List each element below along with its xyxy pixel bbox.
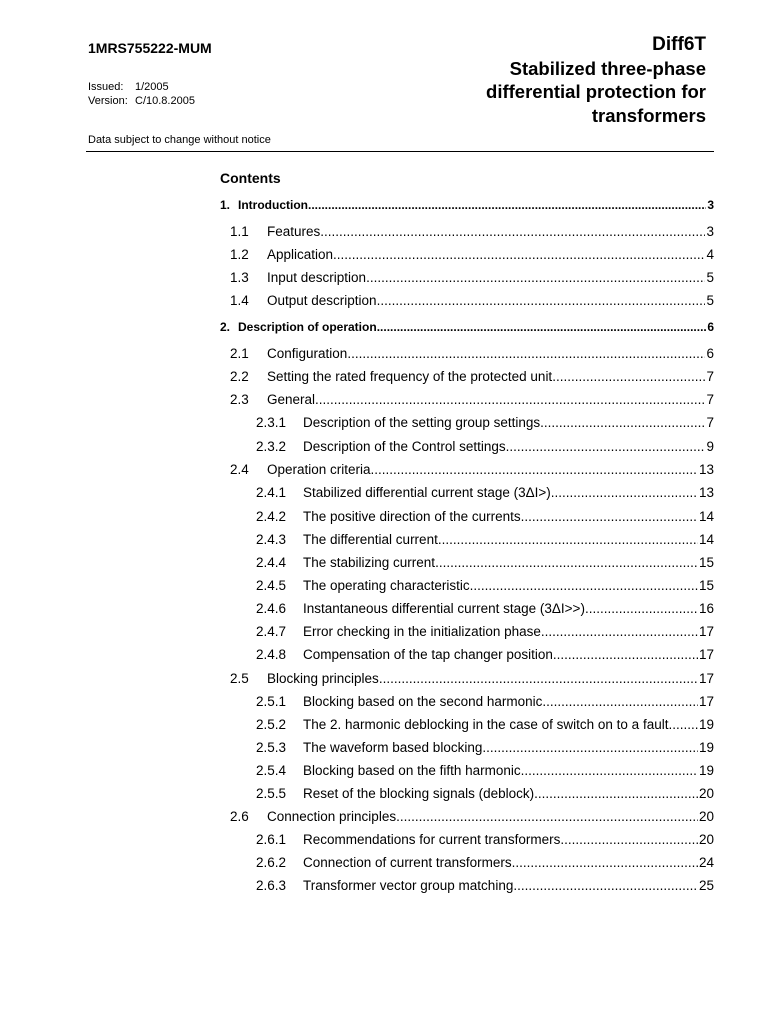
toc-entry-title: Setting the rated frequency of the protected unit <box>267 369 553 384</box>
toc-entry-number: 2.6.1 <box>256 832 287 847</box>
toc-entry-title: Stabilized differential current stage (3ΔI>) <box>303 485 551 500</box>
toc-entry[interactable] <box>220 224 714 244</box>
toc-entry-page: 17 <box>698 647 714 662</box>
toc-entry-number: 2.5.5 <box>256 786 287 801</box>
toc-entry-page: 7 <box>706 392 714 407</box>
title-product: Diff6T <box>652 34 706 55</box>
toc-entry-number: 2.4.3 <box>256 532 287 547</box>
version-row <box>88 94 195 108</box>
title-line-4: transformers <box>591 104 706 126</box>
toc-entry[interactable] <box>220 485 714 505</box>
toc-entry-number: 1. <box>220 198 231 212</box>
toc-entry-page: 5 <box>706 270 714 285</box>
toc-entry-page: 6 <box>706 346 714 361</box>
toc-leader-dots <box>506 439 706 454</box>
toc-entry-title: Blocking based on the second harmonic <box>303 694 543 709</box>
toc-entry-title: Reset of the blocking signals (deblock) <box>303 786 535 801</box>
toc-entry[interactable] <box>220 671 714 691</box>
toc-leader-dots <box>540 415 705 430</box>
toc-entry-number: 2.4.1 <box>256 485 287 500</box>
toc-leader-dots <box>308 198 706 212</box>
toc-entry[interactable] <box>220 532 714 552</box>
toc-entry-title: Transformer vector group matching <box>303 878 514 893</box>
toc-entry-page: 16 <box>698 601 714 616</box>
toc-entry[interactable] <box>220 555 714 575</box>
document-id: 1MRS755222-MUM <box>88 40 212 56</box>
toc-entry-title: Error checking in the initialization phase <box>303 624 541 639</box>
toc-entry-page: 15 <box>698 578 714 593</box>
toc-entry[interactable] <box>220 601 714 621</box>
toc-entry-number: 1.2 <box>230 247 249 262</box>
toc-entry[interactable] <box>220 878 714 898</box>
toc-entry-title: The differential current <box>303 532 438 547</box>
toc-leader-dots <box>347 346 705 361</box>
toc-leader-dots <box>377 293 706 308</box>
toc-entry-number: 2.4.2 <box>256 509 287 524</box>
toc-entry[interactable] <box>220 509 714 529</box>
toc-entry-page: 3 <box>706 224 714 239</box>
toc-entry-number: 2.5.3 <box>256 740 287 755</box>
toc-leader-dots <box>379 671 698 686</box>
toc-entry-number: 2.1 <box>230 346 249 361</box>
toc-entry-title: The 2. harmonic deblocking in the case of switch on to a fault <box>303 717 669 732</box>
toc-leader-dots <box>542 694 698 709</box>
toc-entry-number: 2.6.2 <box>256 855 287 870</box>
toc-entry-page: 24 <box>698 855 714 870</box>
title-line-2: Stabilized three-phase <box>509 57 706 79</box>
issued-value: 1/2005 <box>135 81 169 93</box>
toc-entry-page: 19 <box>698 763 714 778</box>
toc-entry-page: 7 <box>706 415 714 430</box>
toc-entry-page: 14 <box>698 532 714 547</box>
toc-leader-dots <box>371 462 698 477</box>
toc-entry-title: Blocking principles <box>267 671 379 686</box>
toc-entry-page: 17 <box>698 624 714 639</box>
toc-entry-title: Description of operation <box>238 320 377 334</box>
toc-entry-number: 2.2 <box>230 369 249 384</box>
toc-leader-dots <box>521 763 698 778</box>
toc-entry-page: 19 <box>698 717 714 732</box>
toc-entry-number: 2.3.2 <box>256 439 287 454</box>
contents-heading: Contents <box>220 170 281 186</box>
toc-entry[interactable] <box>220 855 714 875</box>
toc-entry-page: 13 <box>698 462 714 477</box>
toc-entry-number: 2.3 <box>230 392 249 407</box>
toc-leader-dots <box>668 717 698 732</box>
toc-entry-number: 2.5 <box>230 671 249 686</box>
toc-leader-dots <box>512 855 698 870</box>
toc-leader-dots <box>438 532 698 547</box>
toc-entry[interactable] <box>220 809 714 829</box>
toc-leader-dots <box>396 809 698 824</box>
toc-leader-dots <box>541 624 698 639</box>
toc-entry-title: The positive direction of the currents <box>303 509 521 524</box>
toc-leader-dots <box>521 509 698 524</box>
toc-entry-title: Description of the setting group settings <box>303 415 541 430</box>
issue-info <box>88 80 195 108</box>
toc-entry[interactable] <box>220 740 714 760</box>
toc-leader-dots <box>320 224 705 239</box>
toc-leader-dots <box>534 786 698 801</box>
toc-entry-number: 2.3.1 <box>256 415 287 430</box>
issued-label: Issued: <box>88 81 124 93</box>
toc-entry-number: 2.5.2 <box>256 717 287 732</box>
toc-entry-page: 20 <box>698 786 714 801</box>
toc-entry-title: Description of the Control settings <box>303 439 506 454</box>
toc-entry-page: 9 <box>706 439 714 454</box>
version-value: C/10.8.2005 <box>135 95 195 107</box>
title-line-3: differential protection for <box>486 81 706 102</box>
toc-entry-page: 5 <box>706 293 714 308</box>
header-divider <box>86 151 714 152</box>
toc-entry[interactable] <box>220 320 714 340</box>
toc-entry[interactable] <box>220 247 714 267</box>
toc-entry-title: Application <box>267 247 334 262</box>
document-title <box>486 33 706 127</box>
toc-entry-title: Features <box>267 224 321 239</box>
toc-entry[interactable] <box>220 647 714 667</box>
toc-entry[interactable] <box>220 270 714 290</box>
toc-entry-number: 2.4.4 <box>256 555 287 570</box>
toc-entry-title: Recommendations for current transformers <box>303 832 561 847</box>
toc-entry-number: 2.4.6 <box>256 601 287 616</box>
toc-entry-title: Configuration <box>267 346 348 361</box>
toc-entry-title: The waveform based blocking <box>303 740 483 755</box>
toc-entry-page: 14 <box>698 509 714 524</box>
toc-entry[interactable] <box>220 346 714 366</box>
toc-entry[interactable] <box>220 198 714 218</box>
toc-entry-number: 2.6.3 <box>256 878 287 893</box>
toc-entry-title: Introduction <box>238 198 308 212</box>
toc-leader-dots <box>560 832 698 847</box>
toc-entry-number: 2.4.8 <box>256 647 287 662</box>
change-notice: Data subject to change without notice <box>88 134 271 146</box>
toc-entry[interactable] <box>220 832 714 852</box>
toc-entry[interactable] <box>220 369 714 389</box>
toc-entry-page: 19 <box>698 740 714 755</box>
toc-leader-dots <box>553 647 698 662</box>
toc-entry-number: 1.1 <box>230 224 249 239</box>
toc-entry-page: 17 <box>698 671 714 686</box>
toc-entry-title: Connection principles <box>267 809 397 824</box>
toc-leader-dots <box>377 320 707 334</box>
toc-entry-page: 3 <box>707 198 714 212</box>
toc-entry-number: 2. <box>220 320 231 334</box>
toc-entry-title: Connection of current transformers <box>303 855 512 870</box>
toc-leader-dots <box>551 485 698 500</box>
toc-entry-title: Blocking based on the fifth harmonic <box>303 763 521 778</box>
toc-leader-dots <box>482 740 698 755</box>
toc-entry-title: Output description <box>267 293 377 308</box>
toc-entry[interactable] <box>220 439 714 459</box>
issued-row <box>88 80 195 94</box>
toc-entry[interactable] <box>220 694 714 714</box>
toc-entry-number: 2.6 <box>230 809 249 824</box>
toc-entry-number: 2.5.4 <box>256 763 287 778</box>
toc-entry-page: 7 <box>706 369 714 384</box>
version-label: Version: <box>88 95 128 107</box>
toc-entry-page: 4 <box>706 247 714 262</box>
toc-entry-number: 2.4.7 <box>256 624 287 639</box>
toc-entry[interactable] <box>220 786 714 806</box>
toc-entry-title: Operation criteria <box>267 462 371 477</box>
toc-entry-number: 1.4 <box>230 293 249 308</box>
toc-entry[interactable] <box>220 392 714 412</box>
toc-entry[interactable] <box>220 624 714 644</box>
toc-entry-number: 2.4.5 <box>256 578 287 593</box>
toc-entry-title: The stabilizing current <box>303 555 436 570</box>
toc-entry[interactable] <box>220 717 714 737</box>
toc-entry-page: 15 <box>698 555 714 570</box>
toc-entry-page: 20 <box>698 832 714 847</box>
toc-entry[interactable] <box>220 578 714 598</box>
toc-entry-number: 2.5.1 <box>256 694 287 709</box>
toc-leader-dots <box>513 878 698 893</box>
toc-entry-title: General <box>267 392 316 407</box>
toc-entry-number: 2.4 <box>230 462 249 477</box>
toc-entry-page: 6 <box>707 320 714 334</box>
toc-entry-page: 13 <box>698 485 714 500</box>
toc-entry-title: Input description <box>267 270 367 285</box>
toc-leader-dots <box>552 369 705 384</box>
toc-entry[interactable] <box>220 462 714 482</box>
toc-leader-dots <box>585 601 698 616</box>
toc-leader-dots <box>435 555 698 570</box>
toc-entry-number: 1.3 <box>230 270 249 285</box>
toc-leader-dots <box>333 247 705 262</box>
toc-entry[interactable] <box>220 415 714 435</box>
toc-leader-dots <box>470 578 698 593</box>
toc-entry-title: The operating characteristic <box>303 578 470 593</box>
toc-entry-page: 25 <box>698 878 714 893</box>
toc-entry-title: Compensation of the tap changer position <box>303 647 553 662</box>
toc-entry[interactable] <box>220 293 714 313</box>
toc-leader-dots <box>366 270 705 285</box>
toc-entry-title: Instantaneous differential current stage (3ΔI>>) <box>303 601 585 616</box>
toc-entry[interactable] <box>220 763 714 783</box>
toc-leader-dots <box>315 392 705 407</box>
toc-entry-page: 17 <box>698 694 714 709</box>
toc-entry-page: 20 <box>698 809 714 824</box>
